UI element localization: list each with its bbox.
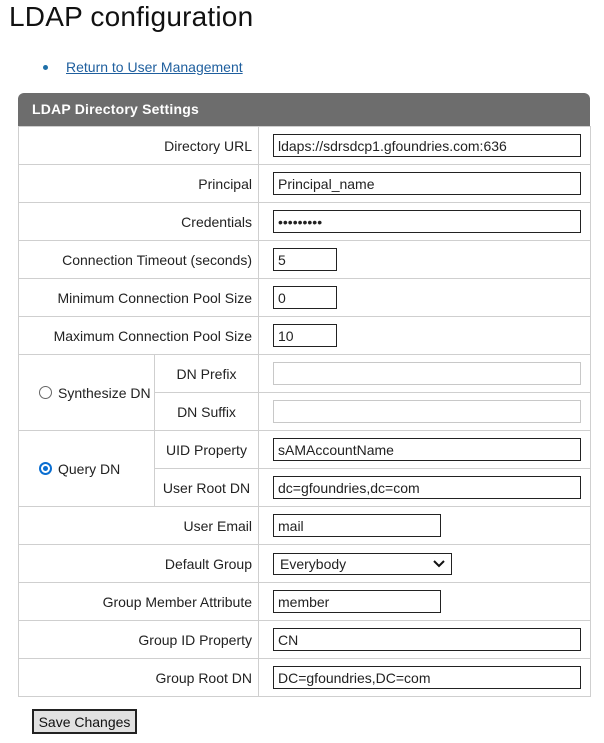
principal-label: Principal bbox=[19, 165, 259, 203]
directory-url-input[interactable] bbox=[273, 134, 581, 157]
dn-prefix-label: DN Prefix bbox=[155, 355, 259, 393]
row-credentials bbox=[19, 203, 591, 241]
panel-title: LDAP Directory Settings bbox=[18, 93, 590, 126]
return-to-user-management-link[interactable]: Return to User Management bbox=[66, 59, 243, 75]
connection-timeout-label: Connection Timeout (seconds) bbox=[19, 241, 259, 279]
synthesize-dn-label: Synthesize DN bbox=[58, 384, 151, 401]
default-group-value: Everybody bbox=[280, 555, 347, 572]
row-connection-timeout bbox=[19, 241, 591, 279]
link-item bbox=[40, 58, 243, 76]
connection-timeout-input[interactable] bbox=[273, 248, 337, 271]
default-group-select[interactable] bbox=[273, 553, 452, 575]
ldap-settings-table bbox=[18, 126, 591, 697]
group-root-dn-input[interactable] bbox=[273, 666, 581, 689]
row-max-pool bbox=[19, 317, 591, 355]
user-email-label: User Email bbox=[19, 507, 259, 545]
min-pool-size-input[interactable] bbox=[273, 286, 337, 309]
principal-input[interactable] bbox=[273, 172, 581, 195]
query-dn-radio[interactable] bbox=[39, 462, 52, 475]
group-id-property-label: Group ID Property bbox=[19, 621, 259, 659]
row-dn-prefix bbox=[19, 355, 591, 393]
row-group-member-attribute bbox=[19, 583, 591, 621]
link-list bbox=[40, 58, 243, 76]
row-group-root-dn bbox=[19, 659, 591, 697]
max-pool-size-input[interactable] bbox=[273, 324, 337, 347]
credentials-password-input[interactable] bbox=[273, 210, 581, 233]
max-pool-size-label: Maximum Connection Pool Size bbox=[19, 317, 259, 355]
uid-property-input[interactable] bbox=[273, 438, 581, 461]
query-dn-option[interactable] bbox=[19, 431, 155, 507]
dn-suffix-label: DN Suffix bbox=[155, 393, 259, 431]
dn-suffix-input[interactable] bbox=[273, 400, 581, 423]
user-root-dn-input[interactable] bbox=[273, 476, 581, 499]
uid-property-label: UID Property bbox=[155, 431, 259, 469]
save-changes-button[interactable]: Save Changes bbox=[32, 709, 137, 734]
user-root-dn-label: User Root DN bbox=[155, 469, 259, 507]
group-id-property-input[interactable] bbox=[273, 628, 581, 651]
row-user-email bbox=[19, 507, 591, 545]
group-member-attribute-input[interactable] bbox=[273, 590, 441, 613]
row-default-group bbox=[19, 545, 591, 583]
chevron-down-icon bbox=[433, 560, 445, 568]
row-directory-url bbox=[19, 127, 591, 165]
query-dn-label: Query DN bbox=[58, 460, 121, 477]
row-min-pool bbox=[19, 279, 591, 317]
ldap-settings-panel bbox=[18, 93, 590, 697]
directory-url-label: Directory URL bbox=[19, 127, 259, 165]
page-title: LDAP configuration bbox=[9, 1, 254, 32]
row-principal bbox=[19, 165, 591, 203]
group-member-attribute-label: Group Member Attribute bbox=[19, 583, 259, 621]
min-pool-size-label: Minimum Connection Pool Size bbox=[19, 279, 259, 317]
default-group-label: Default Group bbox=[19, 545, 259, 583]
synthesize-dn-radio[interactable] bbox=[39, 386, 52, 399]
row-uid-property bbox=[19, 431, 591, 469]
row-group-id-property bbox=[19, 621, 591, 659]
synthesize-dn-option[interactable] bbox=[19, 355, 155, 431]
group-root-dn-label: Group Root DN bbox=[19, 659, 259, 697]
credentials-label: Credentials bbox=[19, 203, 259, 241]
user-email-input[interactable] bbox=[273, 514, 441, 537]
dn-prefix-input[interactable] bbox=[273, 362, 581, 385]
